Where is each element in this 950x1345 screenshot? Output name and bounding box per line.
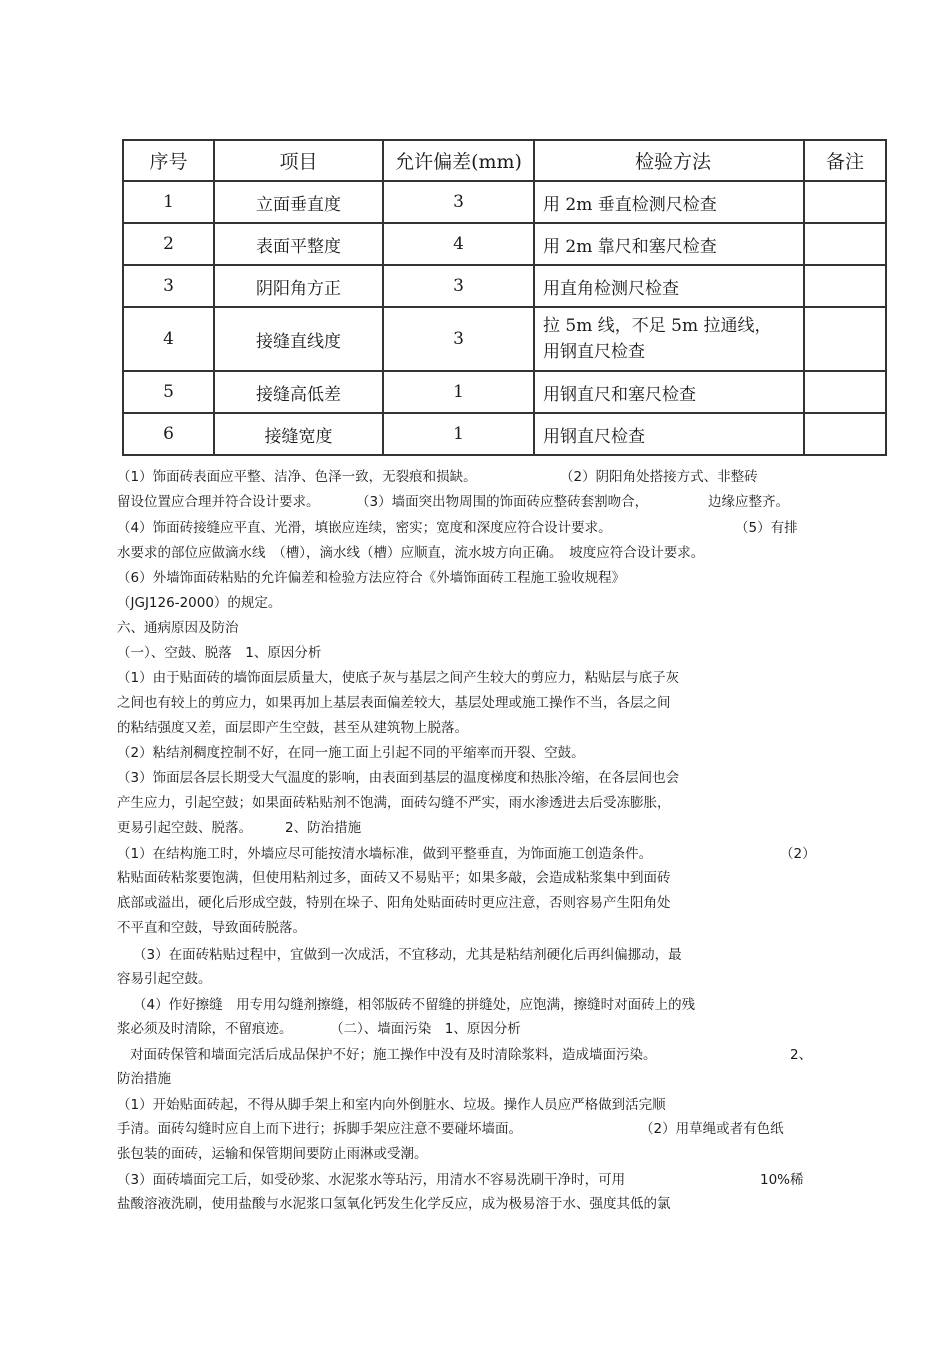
text-line: （2）阴阳角处搭接方式、非整砖 — [560, 469, 758, 485]
text-line: 浆必须及时清除，不留痕迹。 — [117, 1021, 293, 1037]
row-note — [804, 223, 886, 265]
text-line: （JGJ126-2000）的规定。 — [117, 595, 282, 611]
table-header-row — [123, 140, 886, 181]
text-line: 防治措施 — [117, 1071, 171, 1087]
text-line: （2）粘结剂稠度控制不好，在同一施工面上引起不同的平缩率而开裂、空鼓。 — [117, 745, 585, 761]
text-line: 六、通病原因及防治 — [117, 620, 239, 636]
row-method: 用 2m 靠尺和塞尺检查 — [534, 223, 804, 265]
text-line: 2、防治措施 — [285, 820, 362, 836]
row-no: 3 — [123, 265, 214, 307]
header-method: 检验方法 — [534, 140, 804, 181]
text-line: 盐酸溶液洗刷，使用盐酸与水泥浆口氢氧化钙发生化学反应，成为极易溶于水、强度其低的氯 — [117, 1196, 671, 1212]
text-line: （3）面砖墙面完工后，如受砂浆、水泥浆水等玷污，用清水不容易洗刷干净时，可用 — [117, 1172, 626, 1188]
row-note — [804, 413, 886, 455]
text-line: 水要求的部位应做滴水线 （槽），滴水线（槽）应顺直，流水坡方向正确。 坡度应符合设计要求。 — [117, 545, 705, 561]
text-line: （二）、墙面污染 1、原因分析 — [330, 1021, 521, 1037]
row-method — [534, 307, 804, 371]
text-line: 2、 — [790, 1047, 813, 1063]
text-line: 10%稀 — [760, 1172, 804, 1188]
text-line: 产生应力，引起空鼓；如果面砖粘贴剂不饱满，面砖勾缝不严实，雨水渗透进去后受冻膨胀， — [117, 795, 671, 811]
text-line: （5）有排 — [735, 520, 798, 536]
row-deviation: 3 — [383, 265, 534, 307]
row-item: 阴阳角方正 — [214, 265, 383, 307]
row-item: 接缝高低差 — [214, 371, 383, 413]
text-line: 手清。面砖勾缝时应自上而下进行；拆脚手架应注意不要碰坏墙面。 — [117, 1121, 522, 1137]
text-line: （4）饰面砖接缝应平直、光滑，填嵌应连续，密实；宽度和深度应符合设计要求。 — [117, 520, 612, 536]
text-line: （1）饰面砖表面应平整、洁净、色泽一致，无裂痕和损缺。 — [117, 469, 477, 485]
text-line: 容易引起空鼓。 — [117, 971, 212, 987]
row-note — [804, 371, 886, 413]
text-line: 粘贴面砖粘浆要饱满，但使用粘剂过多，面砖又不易贴平；如果多敲，会造成粘浆集中到面砖 — [117, 870, 671, 886]
text-line: 之间也有较上的剪应力，如果再加上基层表面偏差较大，基层处理或施工操作不当，各层之间 — [117, 695, 671, 711]
header-item: 项目 — [214, 140, 383, 181]
text-line: 的粘结强度又差，面层即产生空鼓，甚至从建筑物上脱落。 — [117, 720, 468, 736]
row-no: 6 — [123, 413, 214, 455]
text-line: （3）墙面突出物周围的饰面砖应整砖套割吻合， — [356, 494, 649, 510]
row-method: 用直角检测尺检查 — [534, 265, 804, 307]
row-deviation: 3 — [383, 181, 534, 223]
text-line: （3）在面砖粘贴过程中，宜做到一次成活，不宜移动，尤其是粘结剂硬化后再纠偏挪动，最 — [133, 947, 682, 963]
table-row — [123, 223, 886, 265]
row-deviation: 4 — [383, 223, 534, 265]
row-note — [804, 307, 886, 371]
row-deviation: 1 — [383, 413, 534, 455]
text-line: （2）用草绳或者有色纸 — [640, 1121, 784, 1137]
text-line: 边缘应整齐。 — [708, 494, 789, 510]
row-method: 用钢直尺检查 — [534, 413, 804, 455]
text-line: 对面砖保管和墙面完活后成品保护不好；施工操作中没有及时清除浆料，造成墙面污染。 — [130, 1047, 657, 1063]
row-deviation: 1 — [383, 371, 534, 413]
row-item: 立面垂直度 — [214, 181, 383, 223]
text-line: 底部或溢出，硬化后形成空鼓，特别在垛子、阳角处贴面砖时更应注意，否则容易产生阳角处 — [117, 895, 671, 911]
tolerance-table — [122, 139, 887, 456]
text-line: （1）由于贴面砖的墙饰面层质量大，使底子灰与基层之间产生较大的剪应力，粘贴层与底子灰 — [117, 670, 680, 686]
row-method: 用 2m 垂直检测尺检查 — [534, 181, 804, 223]
row-method-line: 用钢直尺检查 — [543, 342, 645, 362]
header-no: 序号 — [123, 140, 214, 181]
text-line: （1）开始贴面砖起，不得从脚手架上和室内向外倒脏水、垃圾。操作人员应严格做到活完顺 — [117, 1097, 666, 1113]
text-line: 更易引起空鼓、脱落。 — [117, 820, 252, 836]
text-line: （3）饰面层各层长期受大气温度的影响，由表面到基层的温度梯度和热胀冷缩，在各层间也会 — [117, 770, 680, 786]
row-note — [804, 265, 886, 307]
table-row — [123, 307, 886, 371]
table-row — [123, 371, 886, 413]
row-method-line: 拉 5m 线，不足 5m 拉通线， — [543, 316, 772, 336]
text-line: 不平直和空鼓，导致面砖脱落。 — [117, 920, 306, 936]
table-row — [123, 265, 886, 307]
row-item: 接缝宽度 — [214, 413, 383, 455]
row-deviation: 3 — [383, 307, 534, 371]
table-row — [123, 181, 886, 223]
text-line: 留设位置应合理并符合设计要求。 — [117, 494, 320, 510]
text-line: （2） — [780, 846, 816, 862]
header-deviation: 允许偏差(mm) — [383, 140, 534, 181]
row-item: 表面平整度 — [214, 223, 383, 265]
row-no: 5 — [123, 371, 214, 413]
text-line: （6）外墙饰面砖粘贴的允许偏差和检验方法应符合《外墙饰面砖工程施工验收规程》 — [117, 570, 626, 586]
row-method: 用钢直尺和塞尺检查 — [534, 371, 804, 413]
row-note — [804, 181, 886, 223]
text-line: （1）在结构施工时，外墙应尽可能按清水墙标准，做到平整垂直，为饰面施工创造条件。 — [117, 846, 653, 862]
text-line: （一）、空鼓、脱落 1、原因分析 — [117, 645, 322, 661]
row-no: 1 — [123, 181, 214, 223]
table-row — [123, 413, 886, 455]
text-line: 张包装的面砖，运输和保管期间要防止雨淋或受潮。 — [117, 1146, 428, 1162]
header-note: 备注 — [804, 140, 886, 181]
row-no: 2 — [123, 223, 214, 265]
text-line: （4）作好擦缝 用专用勾缝剂擦缝，相邻版砖不留缝的拼缝处，应饱满，擦缝时对面砖上的残 — [133, 997, 696, 1013]
row-no: 4 — [123, 307, 214, 371]
row-item: 接缝直线度 — [214, 307, 383, 371]
